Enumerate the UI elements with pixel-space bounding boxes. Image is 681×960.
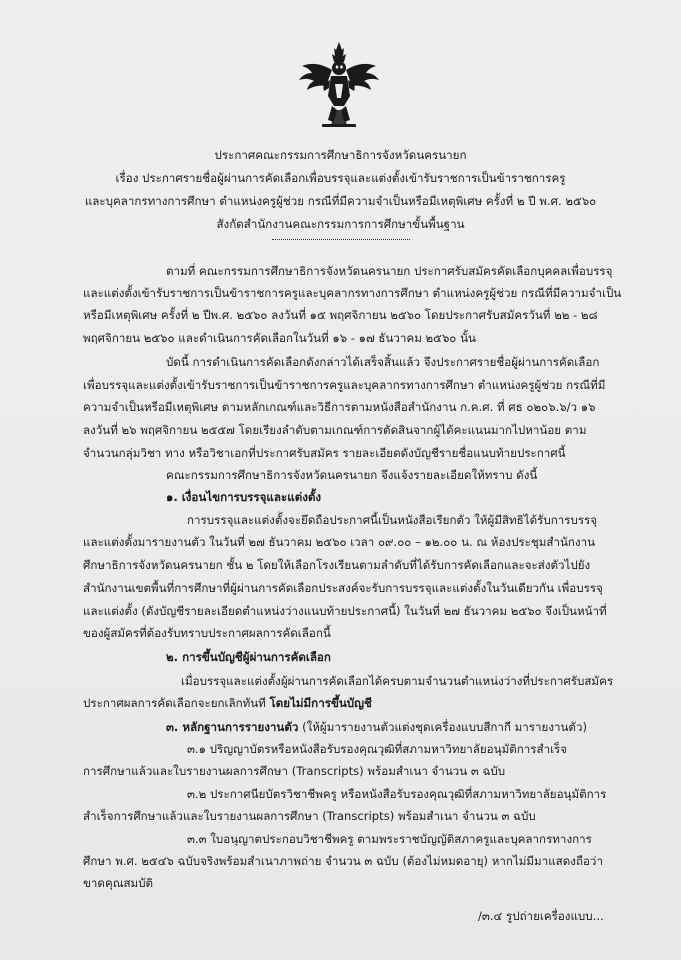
- section-1-line-1: การบรรจุและแต่งตั้งจะยึดถือประกาศนี้เป็นหนังสือเรียกตัว ให้ผู้มีสิทธิได้รับการบรรจุ: [187, 513, 598, 527]
- section-1-line-3: ศึกษาธิการจังหวัดนครนายก ชั้น ๒ โดยให้เลือกโรงเรียนตามลำดับที่ได้รับการคัดเลือกและจะส่งตัวไปยัง: [83, 558, 591, 572]
- item-3-3-line-3: ขาดคุณสมบัติ: [83, 876, 154, 890]
- section-2-line-2: [83, 695, 372, 711]
- subject-line-2: และบุคลากรทางการศึกษา ตำแหน่งครูผู้ช่วย กรณีที่มีความจำเป็นหรือมีเหตุพิเศษ ครั้งที่ ๒ ปี พ.ศ. ๒๕๖๐: [84, 194, 597, 208]
- paragraph-2-line-3: ความจำเป็นหรือมีเหตุพิเศษ ตามหลักเกณฑ์และวิธีการตามหนังสือสำนักงาน ก.ค.ศ. ที่ ศธ ๐๒๐๖.๖/ว ๑๖: [83, 400, 596, 414]
- item-3-3-line-2: ศึกษา พ.ศ. ๒๕๔๖ ฉบับจริงพร้อมสำเนาภาพถ่าย จำนวน ๓ ฉบับ (ต้องไม่หมดอายุ) หากไม่มีมาแสดงถือว่า: [83, 854, 603, 868]
- section-1-line-2: และแต่งตั้งมารายงานตัว ในวันที่ ๒๗ ธันวาคม ๒๕๖๐ เวลา ๐๙.๐๐ – ๑๒.๐๐ น. ณ ห้องประชุมสำนักงาน: [83, 535, 596, 549]
- section-3-heading-note: (ให้ผู้มารายงานตัวแต่งชุดเครื่องแบบสีกากี มารายงานตัว): [298, 720, 587, 734]
- section-2-heading: ๒. การขึ้นบัญชีผู้ผ่านการคัดเลือก: [166, 650, 331, 664]
- subject-line-1: เรื่อง ประกาศรายชื่อผู้ผ่านการคัดเลือกเพื่อบรรจุและแต่งตั้งเข้ารับราชการเป็นข้าราชการครู: [115, 171, 566, 185]
- subject-line-3: สังกัดสำนักงานคณะกรรมการการศึกษาขั้นพื้นฐาน: [216, 217, 465, 231]
- announcement-title: ประกาศคณะกรรมการศึกษาธิการจังหวัดนครนายก: [214, 148, 467, 162]
- paragraph-1-line-3: หรือมีเหตุพิเศษ ครั้งที่ ๒ ปีพ.ศ. ๒๕๖๐ ลงวันที่ ๑๕ พฤศจิกายน ๒๕๖๐ โดยประกาศรับสมัครวันที่ ๒๒ - ๒๘: [83, 308, 598, 322]
- paragraph-1-line-1: ตามที่ คณะกรรมการศึกษาธิการจังหวัดนครนายก ประกาศรับสมัครคัดเลือกบุคคลเพื่อบรรจุ: [166, 264, 613, 278]
- paragraph-2-line-1: บัดนี้ การดำเนินการคัดเลือกดังกล่าวได้เสร็จสิ้นแล้ว จึงประกาศรายชื่อผู้ผ่านการคัดเลือก: [166, 355, 600, 369]
- paragraph-2-line-5: จำนวนกลุ่มวิชา ทาง หรือวิชาเอกที่ประกาศรับสมัคร รายละเอียดดังบัญชีรายชื่อแนบท้ายประกาศนี้: [83, 446, 566, 460]
- paragraph-1-line-2: และแต่งตั้งเข้ารับราชการเป็นข้าราชการครูและบุคลากรทางการศึกษา ตำแหน่งครูผู้ช่วย กรณีที่มีความจำเป็น: [83, 286, 622, 300]
- paragraph-2-line-2: เพื่อบรรจุและแต่งตั้งเข้ารับราชการเป็นข้าราชการครูและบุคลากรทางการศึกษา ตำแหน่งครูผู้ช่วย กรณีที่มี: [83, 378, 606, 392]
- paragraph-1-line-4: พฤศจิกายน ๒๕๖๐ และดำเนินการคัดเลือกในวันที่ ๑๖ - ๑๗ ธันวาคม ๒๕๖๐ นั้น: [83, 331, 476, 345]
- section-1-line-4: สำนักงานเขตพื้นที่การศึกษาที่ผู้ผ่านการคัดเลือกประสงค์จะรับการบรรจุและแต่งตั้งในวันเดียวกัน เพื่อบรรจุ: [83, 581, 603, 595]
- section-1-heading: ๑. เงื่อนไขการบรรจุและแต่งตั้ง: [166, 490, 322, 504]
- garuda-emblem-icon: [294, 40, 384, 130]
- dotted-divider: [272, 239, 410, 240]
- section-2-line-2-text: ประกาศผลการคัดเลือกจะยกเลิกทันที: [83, 696, 270, 710]
- continued-marker: /๓.๔ รูปถ่ายเครื่องแบบ...: [478, 909, 604, 923]
- section-1-line-5: และแต่งตั้ง (ดังบัญชีรายละเอียดตำแหน่งว่างแนบท้ายประกาศนี้) ในวันที่ ๒๗ ธันวาคม ๒๕๖๐ จึงเป็นหน้าที่: [83, 604, 607, 618]
- item-3-2-line-1: ๓.๒ ประกาศนียบัตรวิชาชีพครู หรือหนังสือรับรองคุณวุฒิที่สภามหาวิทยาลัยอนุมัติการ: [187, 787, 607, 801]
- no-waiting-list-note: โดยไม่มีการขึ้นบัญชี: [269, 696, 372, 710]
- item-3-2-line-2: สำเร็จการศึกษาแล้วและใบรายงานผลการศึกษา (Transcripts) พร้อมสำเนา จำนวน ๓ ฉบับ: [83, 809, 536, 823]
- section-2-line-1: เมื่อบรรจุและแต่งตั้งผู้ผ่านการคัดเลือกได้ครบตามจำนวนตำแหน่งว่างที่ประกาศรับสมัคร: [181, 674, 614, 688]
- section-3-heading: [166, 719, 587, 735]
- paragraph-2-line-4: ลงวันที่ ๒๖ พฤศจิกายน ๒๕๕๗ โดยเรียงลำดับตามเกณฑ์การตัดสินจากผู้ได้คะแนนมากไปหาน้อย ตาม: [83, 423, 587, 437]
- paragraph-3-line-1: คณะกรรมการศึกษาธิการจังหวัดนครนายก จึงแจ้งรายละเอียดให้ทราบ ดังนี้: [166, 468, 538, 482]
- section-1-line-6: ของผู้สมัครที่ต้องรับทราบประกาศผลการคัดเลือกนี้: [83, 626, 331, 640]
- item-3-3-line-1: ๓.๓ ใบอนุญาตประกอบวิชาชีพครู ตามพระราชบัญญัติสภาครูและบุคลากรทางการ: [187, 832, 592, 846]
- item-3-1-line-1: ๓.๑ ปริญญาบัตรหรือหนังสือรับรองคุณวุฒิที่สภามหาวิทยาลัยอนุมัติการสำเร็จ: [187, 742, 568, 756]
- item-3-1-line-2: การศึกษาแล้วและใบรายงานผลการศึกษา (Transcripts) พร้อมสำเนา จำนวน ๓ ฉบับ: [83, 764, 506, 778]
- section-3-heading-title: ๓. หลักฐานการรายงานตัว: [166, 720, 299, 734]
